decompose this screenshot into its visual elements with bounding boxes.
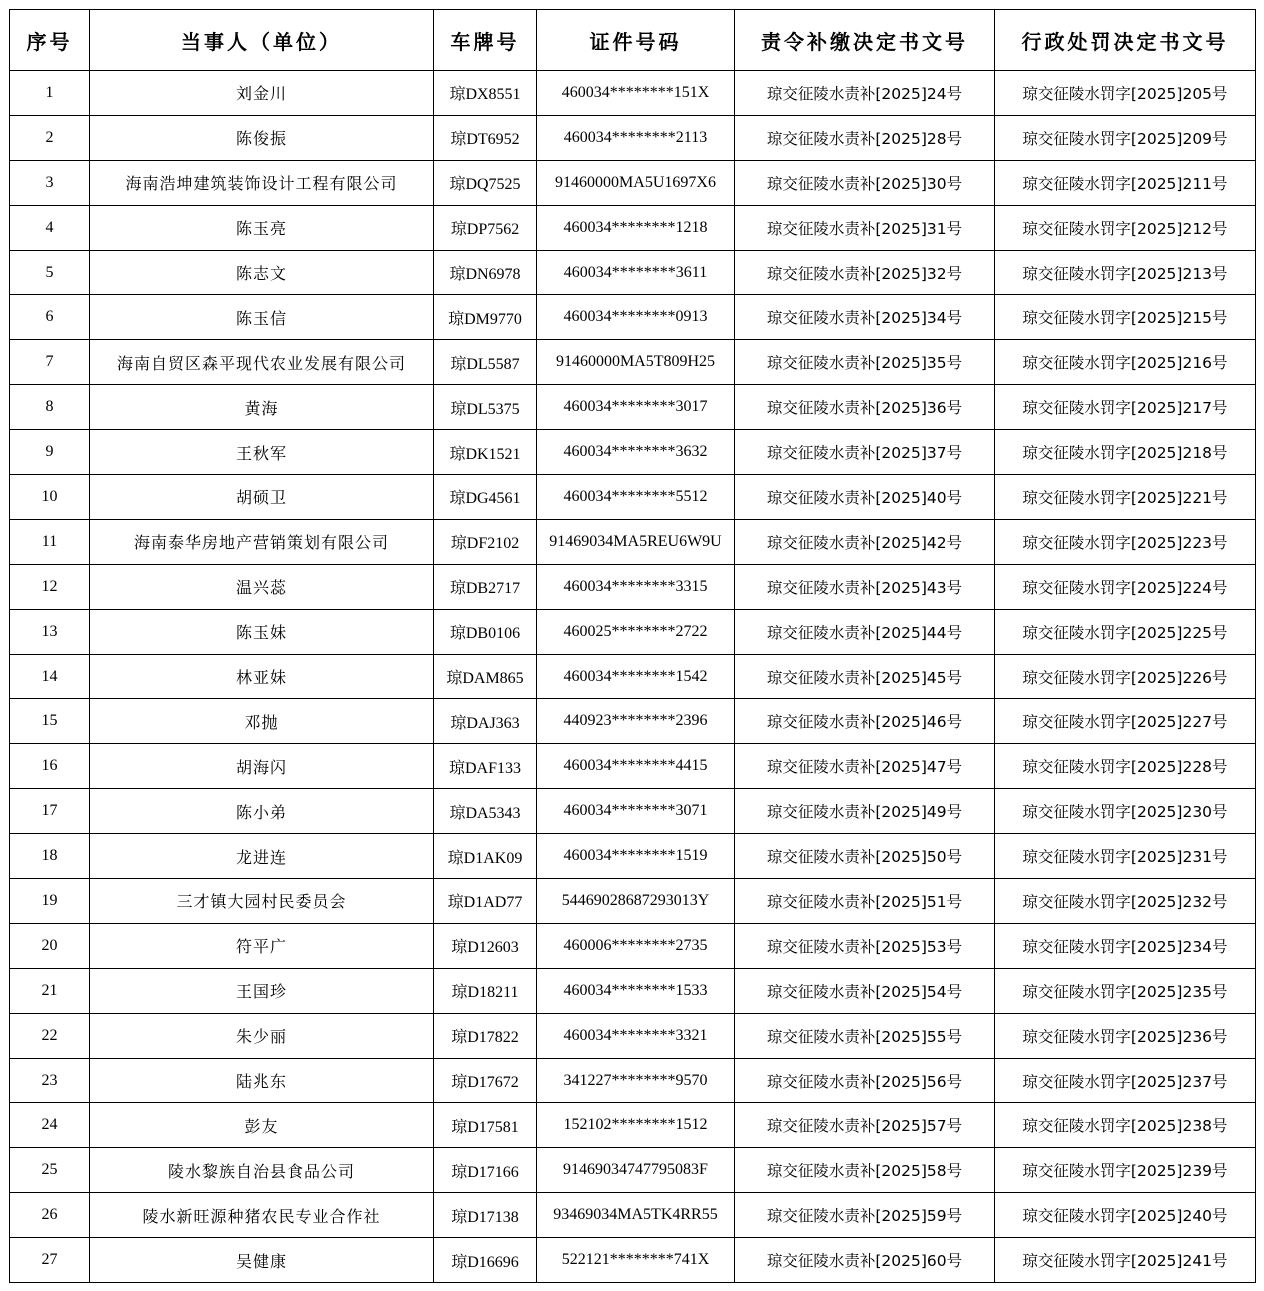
cell-order-number: 琼交征陵水责补[2025]35号 — [735, 340, 995, 385]
cell-party: 彭友 — [90, 1103, 434, 1148]
cell-party: 陈小弟 — [90, 789, 434, 834]
cell-plate: 琼DQ7525 — [434, 160, 537, 205]
cell-party: 胡硕卫 — [90, 475, 434, 520]
cell-seq: 5 — [10, 250, 90, 295]
header-penalty-number: 行政处罚决定书文号 — [995, 10, 1256, 71]
header-seq: 序号 — [10, 10, 90, 71]
table-row — [10, 923, 1256, 968]
table-row — [10, 968, 1256, 1013]
table-row — [10, 295, 1256, 340]
table-row — [10, 789, 1256, 834]
table-row — [10, 475, 1256, 520]
cell-id-number: 91469034747795083F — [537, 1148, 735, 1193]
cell-party: 陈玉妹 — [90, 609, 434, 654]
cell-plate: 琼D1AK09 — [434, 834, 537, 879]
cell-penalty-number: 琼交征陵水罚字[2025]215号 — [995, 295, 1256, 340]
cell-id-number: 460034********1218 — [537, 205, 735, 250]
table-row — [10, 340, 1256, 385]
cell-order-number: 琼交征陵水责补[2025]50号 — [735, 834, 995, 879]
cell-plate: 琼DF2102 — [434, 519, 537, 564]
cell-order-number: 琼交征陵水责补[2025]32号 — [735, 250, 995, 295]
cell-id-number: 93469034MA5TK4RR55 — [537, 1193, 735, 1238]
cell-order-number: 琼交征陵水责补[2025]44号 — [735, 609, 995, 654]
table-row — [10, 654, 1256, 699]
cell-id-number: 460034********1519 — [537, 834, 735, 879]
cell-plate: 琼DP7562 — [434, 205, 537, 250]
cell-plate: 琼DN6978 — [434, 250, 537, 295]
cell-id-number: 460034********3321 — [537, 1013, 735, 1058]
cell-id-number: 460034********3611 — [537, 250, 735, 295]
cell-seq: 8 — [10, 385, 90, 430]
cell-id-number: 460034********3315 — [537, 564, 735, 609]
cell-seq: 27 — [10, 1238, 90, 1283]
header-order-number: 责令补缴决定书文号 — [735, 10, 995, 71]
cell-id-number: 91460000MA5U1697X6 — [537, 160, 735, 205]
cell-plate: 琼DAJ363 — [434, 699, 537, 744]
cell-order-number: 琼交征陵水责补[2025]45号 — [735, 654, 995, 699]
cell-seq: 7 — [10, 340, 90, 385]
cell-seq: 25 — [10, 1148, 90, 1193]
cell-plate: 琼DL5587 — [434, 340, 537, 385]
cell-penalty-number: 琼交征陵水罚字[2025]224号 — [995, 564, 1256, 609]
cell-plate: 琼DAF133 — [434, 744, 537, 789]
cell-seq: 26 — [10, 1193, 90, 1238]
cell-id-number: 460034********5512 — [537, 475, 735, 520]
cell-penalty-number: 琼交征陵水罚字[2025]226号 — [995, 654, 1256, 699]
cell-penalty-number: 琼交征陵水罚字[2025]223号 — [995, 519, 1256, 564]
table-body — [10, 71, 1256, 1283]
cell-seq: 18 — [10, 834, 90, 879]
cell-penalty-number: 琼交征陵水罚字[2025]225号 — [995, 609, 1256, 654]
cell-penalty-number: 琼交征陵水罚字[2025]241号 — [995, 1238, 1256, 1283]
cell-order-number: 琼交征陵水责补[2025]57号 — [735, 1103, 995, 1148]
cell-id-number: 460034********4415 — [537, 744, 735, 789]
cell-id-number: 54469028687293013Y — [537, 879, 735, 924]
cell-order-number: 琼交征陵水责补[2025]30号 — [735, 160, 995, 205]
cell-seq: 20 — [10, 923, 90, 968]
cell-seq: 21 — [10, 968, 90, 1013]
cell-id-number: 91460000MA5T809H25 — [537, 340, 735, 385]
cell-party: 王秋军 — [90, 430, 434, 475]
table-row — [10, 564, 1256, 609]
cell-seq: 1 — [10, 71, 90, 116]
cell-plate: 琼DM9770 — [434, 295, 537, 340]
cell-id-number: 460034********1542 — [537, 654, 735, 699]
cell-seq: 3 — [10, 160, 90, 205]
cell-party: 龙进连 — [90, 834, 434, 879]
cell-seq: 15 — [10, 699, 90, 744]
cell-party: 海南浩坤建筑装饰设计工程有限公司 — [90, 160, 434, 205]
cell-plate: 琼D17138 — [434, 1193, 537, 1238]
cell-penalty-number: 琼交征陵水罚字[2025]221号 — [995, 475, 1256, 520]
cell-seq: 13 — [10, 609, 90, 654]
cell-order-number: 琼交征陵水责补[2025]47号 — [735, 744, 995, 789]
header-id-number: 证件号码 — [537, 10, 735, 71]
table-row — [10, 1013, 1256, 1058]
cell-seq: 16 — [10, 744, 90, 789]
cell-party: 海南自贸区森平现代农业发展有限公司 — [90, 340, 434, 385]
table-row — [10, 385, 1256, 430]
cell-id-number: 460034********2113 — [537, 115, 735, 160]
cell-penalty-number: 琼交征陵水罚字[2025]209号 — [995, 115, 1256, 160]
cell-party: 陈玉亮 — [90, 205, 434, 250]
cell-order-number: 琼交征陵水责补[2025]42号 — [735, 519, 995, 564]
table-row — [10, 250, 1256, 295]
cell-plate: 琼D17166 — [434, 1148, 537, 1193]
cell-id-number: 460034********3632 — [537, 430, 735, 475]
cell-plate: 琼D17822 — [434, 1013, 537, 1058]
cell-id-number: 152102********1512 — [537, 1103, 735, 1148]
cell-plate: 琼D17581 — [434, 1103, 537, 1148]
cell-seq: 14 — [10, 654, 90, 699]
cell-penalty-number: 琼交征陵水罚字[2025]228号 — [995, 744, 1256, 789]
header-plate: 车牌号 — [434, 10, 537, 71]
cell-order-number: 琼交征陵水责补[2025]43号 — [735, 564, 995, 609]
cell-seq: 9 — [10, 430, 90, 475]
cell-plate: 琼D16696 — [434, 1238, 537, 1283]
cell-id-number: 341227********9570 — [537, 1058, 735, 1103]
cell-order-number: 琼交征陵水责补[2025]36号 — [735, 385, 995, 430]
cell-penalty-number: 琼交征陵水罚字[2025]217号 — [995, 385, 1256, 430]
cell-penalty-number: 琼交征陵水罚字[2025]231号 — [995, 834, 1256, 879]
cell-id-number: 460025********2722 — [537, 609, 735, 654]
cell-order-number: 琼交征陵水责补[2025]54号 — [735, 968, 995, 1013]
cell-party: 林亚妹 — [90, 654, 434, 699]
cell-plate: 琼DB2717 — [434, 564, 537, 609]
cell-party: 刘金川 — [90, 71, 434, 116]
cell-penalty-number: 琼交征陵水罚字[2025]235号 — [995, 968, 1256, 1013]
table-row — [10, 744, 1256, 789]
cell-seq: 24 — [10, 1103, 90, 1148]
cell-seq: 17 — [10, 789, 90, 834]
cell-penalty-number: 琼交征陵水罚字[2025]234号 — [995, 923, 1256, 968]
cell-id-number: 91469034MA5REU6W9U — [537, 519, 735, 564]
cell-id-number: 460034********0913 — [537, 295, 735, 340]
cell-plate: 琼D17672 — [434, 1058, 537, 1103]
cell-party: 温兴蕊 — [90, 564, 434, 609]
cell-penalty-number: 琼交征陵水罚字[2025]239号 — [995, 1148, 1256, 1193]
cell-plate: 琼DG4561 — [434, 475, 537, 520]
table-row — [10, 160, 1256, 205]
table-row — [10, 205, 1256, 250]
cell-seq: 4 — [10, 205, 90, 250]
cell-penalty-number: 琼交征陵水罚字[2025]212号 — [995, 205, 1256, 250]
cell-order-number: 琼交征陵水责补[2025]37号 — [735, 430, 995, 475]
table-row — [10, 1103, 1256, 1148]
table-row — [10, 1193, 1256, 1238]
cell-seq: 12 — [10, 564, 90, 609]
cell-order-number: 琼交征陵水责补[2025]53号 — [735, 923, 995, 968]
cell-seq: 11 — [10, 519, 90, 564]
cell-penalty-number: 琼交征陵水罚字[2025]232号 — [995, 879, 1256, 924]
cell-party: 王国珍 — [90, 968, 434, 1013]
cell-party: 吴健康 — [90, 1238, 434, 1283]
cell-plate: 琼DB0106 — [434, 609, 537, 654]
cell-plate: 琼DAM865 — [434, 654, 537, 699]
cell-order-number: 琼交征陵水责补[2025]56号 — [735, 1058, 995, 1103]
cell-penalty-number: 琼交征陵水罚字[2025]216号 — [995, 340, 1256, 385]
cell-penalty-number: 琼交征陵水罚字[2025]205号 — [995, 71, 1256, 116]
cell-id-number: 460034********1533 — [537, 968, 735, 1013]
table-row — [10, 699, 1256, 744]
cell-party: 胡海闪 — [90, 744, 434, 789]
cell-party: 海南泰华房地产营销策划有限公司 — [90, 519, 434, 564]
cell-penalty-number: 琼交征陵水罚字[2025]218号 — [995, 430, 1256, 475]
cell-penalty-number: 琼交征陵水罚字[2025]238号 — [995, 1103, 1256, 1148]
cell-party: 朱少丽 — [90, 1013, 434, 1058]
cell-party: 邓抛 — [90, 699, 434, 744]
cell-plate: 琼D1AD77 — [434, 879, 537, 924]
cell-plate: 琼D12603 — [434, 923, 537, 968]
table-row — [10, 879, 1256, 924]
cell-party: 陈玉信 — [90, 295, 434, 340]
table-row — [10, 1238, 1256, 1283]
cell-id-number: 460034********151X — [537, 71, 735, 116]
cell-order-number: 琼交征陵水责补[2025]58号 — [735, 1148, 995, 1193]
cell-plate: 琼DA5343 — [434, 789, 537, 834]
cell-party: 陈志文 — [90, 250, 434, 295]
table-row — [10, 430, 1256, 475]
cell-id-number: 460034********3071 — [537, 789, 735, 834]
cell-order-number: 琼交征陵水责补[2025]24号 — [735, 71, 995, 116]
cell-order-number: 琼交征陵水责补[2025]49号 — [735, 789, 995, 834]
cell-plate: 琼DT6952 — [434, 115, 537, 160]
cell-order-number: 琼交征陵水责补[2025]46号 — [735, 699, 995, 744]
cell-plate: 琼D18211 — [434, 968, 537, 1013]
table-row — [10, 519, 1256, 564]
cell-penalty-number: 琼交征陵水罚字[2025]230号 — [995, 789, 1256, 834]
cell-party: 陆兆东 — [90, 1058, 434, 1103]
header-party: 当事人（单位） — [90, 10, 434, 71]
table-row — [10, 834, 1256, 879]
cell-order-number: 琼交征陵水责补[2025]60号 — [735, 1238, 995, 1283]
table-row — [10, 1148, 1256, 1193]
cell-id-number: 460034********3017 — [537, 385, 735, 430]
cell-penalty-number: 琼交征陵水罚字[2025]211号 — [995, 160, 1256, 205]
cell-party: 三才镇大园村民委员会 — [90, 879, 434, 924]
cell-plate: 琼DL5375 — [434, 385, 537, 430]
cell-plate: 琼DK1521 — [434, 430, 537, 475]
cell-penalty-number: 琼交征陵水罚字[2025]240号 — [995, 1193, 1256, 1238]
cell-id-number: 440923********2396 — [537, 699, 735, 744]
penalty-table-sheet — [9, 9, 1256, 1283]
table-header-row — [10, 10, 1256, 71]
cell-id-number: 522121********741X — [537, 1238, 735, 1283]
cell-seq: 6 — [10, 295, 90, 340]
cell-order-number: 琼交征陵水责补[2025]40号 — [735, 475, 995, 520]
cell-party: 陵水新旺源种猪农民专业合作社 — [90, 1193, 434, 1238]
cell-seq: 10 — [10, 475, 90, 520]
cell-order-number: 琼交征陵水责补[2025]28号 — [735, 115, 995, 160]
cell-plate: 琼DX8551 — [434, 71, 537, 116]
cell-party: 符平广 — [90, 923, 434, 968]
cell-seq: 22 — [10, 1013, 90, 1058]
table-row — [10, 115, 1256, 160]
cell-order-number: 琼交征陵水责补[2025]59号 — [735, 1193, 995, 1238]
cell-id-number: 460006********2735 — [537, 923, 735, 968]
cell-seq: 23 — [10, 1058, 90, 1103]
cell-party: 陈俊振 — [90, 115, 434, 160]
cell-penalty-number: 琼交征陵水罚字[2025]227号 — [995, 699, 1256, 744]
cell-seq: 2 — [10, 115, 90, 160]
cell-penalty-number: 琼交征陵水罚字[2025]213号 — [995, 250, 1256, 295]
cell-order-number: 琼交征陵水责补[2025]51号 — [735, 879, 995, 924]
cell-order-number: 琼交征陵水责补[2025]31号 — [735, 205, 995, 250]
cell-order-number: 琼交征陵水责补[2025]34号 — [735, 295, 995, 340]
cell-party: 黄海 — [90, 385, 434, 430]
cell-penalty-number: 琼交征陵水罚字[2025]236号 — [995, 1013, 1256, 1058]
table-row — [10, 71, 1256, 116]
table-row — [10, 609, 1256, 654]
cell-party: 陵水黎族自治县食品公司 — [90, 1148, 434, 1193]
penalty-list-table — [9, 9, 1256, 1283]
cell-order-number: 琼交征陵水责补[2025]55号 — [735, 1013, 995, 1058]
cell-seq: 19 — [10, 879, 90, 924]
table-row — [10, 1058, 1256, 1103]
cell-penalty-number: 琼交征陵水罚字[2025]237号 — [995, 1058, 1256, 1103]
